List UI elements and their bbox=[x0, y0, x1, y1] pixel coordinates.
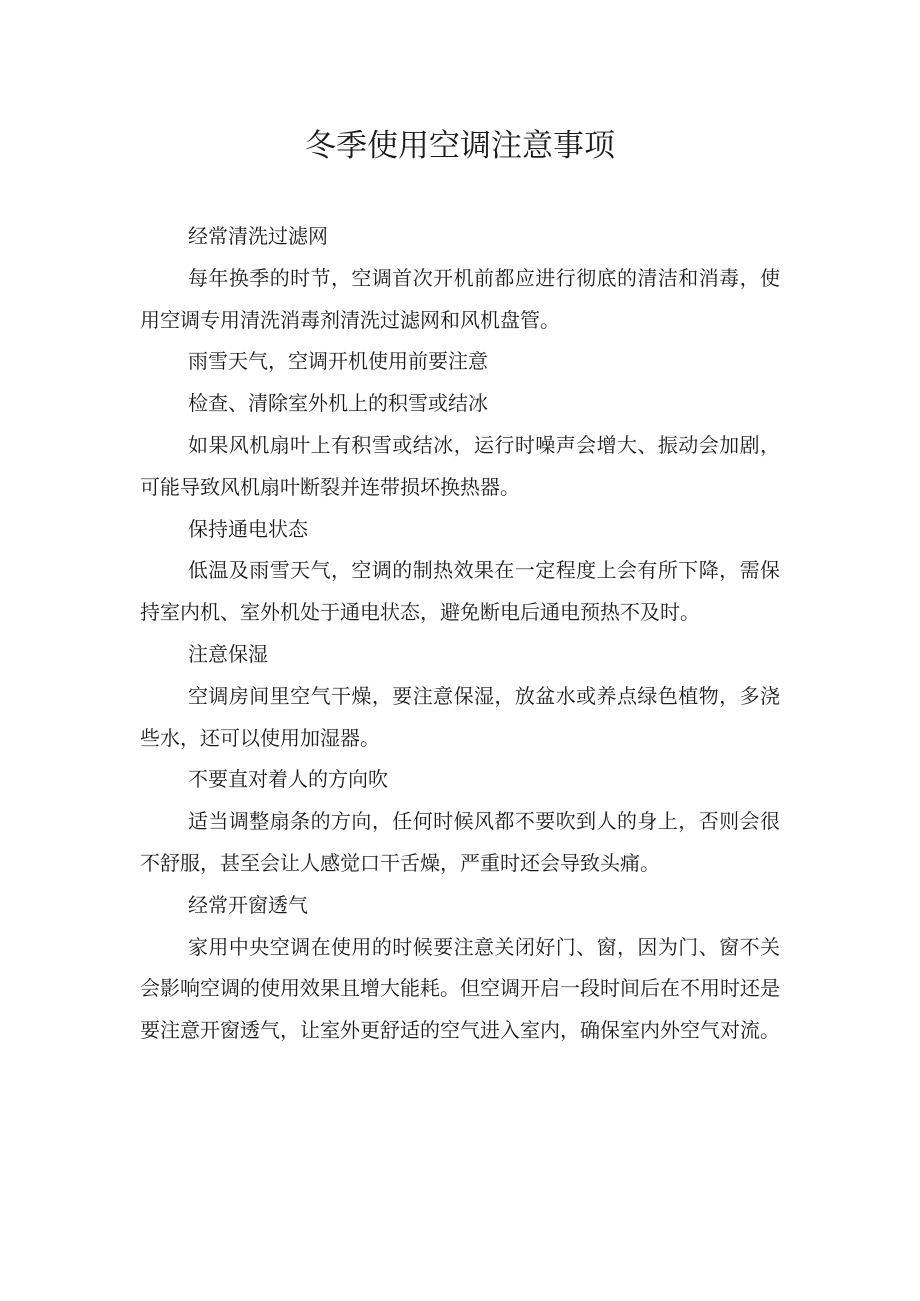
paragraph-humidity: 空调房间里空气干燥，要注意保湿，放盆水或养点绿色植物，多浇些水，还可以使用加湿器。 bbox=[140, 683, 780, 750]
section-heading-power: 保持通电状态 bbox=[188, 516, 308, 541]
paragraph-power: 低温及雨雪天气，空调的制热效果在一定程度上会有所下降，需保持室内机、室外机处于通电状态，避免断电后通电预热不及时。 bbox=[140, 558, 780, 625]
document-title: 冬季使用空调注意事项 bbox=[305, 128, 615, 164]
section-heading-snow-weather: 雨雪天气，空调开机使用前要注意 bbox=[188, 349, 488, 374]
paragraph-ventilation: 家用中央空调在使用的时候要注意关闭好门、窗，因为门、窗不关会影响空调的使用效果且增大能耗。但空调开启一段时间后在不用时还是要注意开窗透气，让室外更舒适的空气进入室内，确保室内外空气对流。 bbox=[140, 934, 780, 1043]
section-heading-check-outdoor-unit: 检查、清除室外机上的积雪或结冰 bbox=[188, 391, 488, 416]
paragraph-filter: 每年换季的时节，空调首次开机前都应进行彻底的清洁和消毒，使用空调专用清洗消毒剂清洗过滤网和风机盘管。 bbox=[140, 265, 780, 332]
section-heading-airflow-direction: 不要直对着人的方向吹 bbox=[188, 767, 388, 792]
paragraph-outdoor-unit: 如果风机扇叶上有积雪或结冰，运行时噪声会增大、振动会加剧，可能导致风机扇叶断裂并连带损坏换热器。 bbox=[140, 432, 780, 499]
document-body bbox=[140, 216, 780, 1052]
paragraph-airflow-direction: 适当调整扇条的方向，任何时候风都不要吹到人的身上，否则会很不舒服，甚至会让人感觉口干舌燥，严重时还会导致头痛。 bbox=[140, 809, 780, 875]
section-heading-filter: 经常清洗过滤网 bbox=[188, 224, 328, 248]
section-heading-humidity: 注意保湿 bbox=[188, 641, 268, 666]
section-heading-ventilation: 经常开窗透气 bbox=[188, 892, 308, 917]
